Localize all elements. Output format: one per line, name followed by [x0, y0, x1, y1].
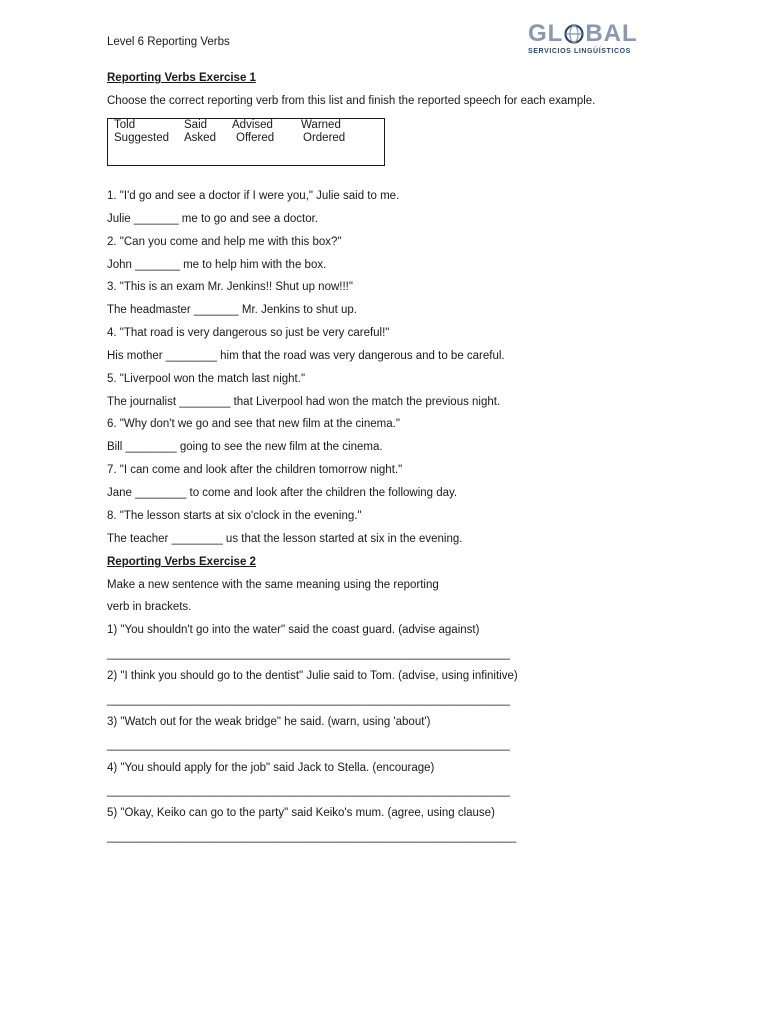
logo-wordmark: GL BAL: [528, 20, 638, 47]
exercise1-quote: 4. "That road is very dangerous so just be very careful!": [107, 327, 390, 339]
exercise1-reported: His mother ________ him that the road was very dangerous and to be careful.: [107, 350, 505, 362]
verb-option: Ordered: [303, 132, 346, 144]
exercise1-quote: 7. "I can come and look after the children tomorrow night.": [107, 464, 403, 476]
exercise2-answer-line: ________________________________________________________________: [107, 831, 517, 843]
exercise2-heading: Reporting Verbs Exercise 2: [107, 556, 256, 568]
exercise1-quote: 5. "Liverpool won the match last night.": [107, 373, 306, 385]
exercise2-prompt: 2) "I think you should go to the dentist" Julie said to Tom. (advise, using infinitive): [107, 670, 518, 682]
exercise1-quote: 2. "Can you come and help me with this box?": [107, 236, 342, 248]
exercise2-instruction: verb in brackets.: [107, 601, 192, 613]
exercise1-reported: The headmaster _______ Mr. Jenkins to shut up.: [107, 304, 357, 316]
exercise1-reported: The teacher ________ us that the lesson started at six in the evening.: [107, 533, 463, 545]
verb-option: Told: [114, 119, 136, 131]
global-logo: [528, 22, 660, 62]
exercise1-quote: 3. "This is an exam Mr. Jenkins!! Shut up now!!!": [107, 281, 353, 293]
exercise2-answer-line: _______________________________________________________________: [107, 648, 510, 660]
exercise1-quote: 8. "The lesson starts at six o'clock in the evening.": [107, 510, 362, 522]
page-header-title: Level 6 Reporting Verbs: [107, 36, 230, 48]
verb-option: Offered: [236, 132, 275, 144]
logo-subtitle: SERVICIOS LINGÜÍSTICOS: [528, 48, 631, 55]
exercise1-quote: 6. "Why don't we go and see that new film at the cinema.": [107, 418, 400, 430]
verb-option: Warned: [301, 119, 341, 131]
exercise2-answer-line: _______________________________________________________________: [107, 739, 510, 751]
exercise1-instruction: Choose the correct reporting verb from this list and finish the reported speech for each example.: [107, 95, 596, 107]
verb-option: Suggested: [114, 132, 169, 144]
exercise1-reported: John _______ me to help him with the box.: [107, 259, 327, 271]
exercise2-prompt: 4) "You should apply for the job" said Jack to Stella. (encourage): [107, 762, 435, 774]
exercise2-prompt: 3) "Watch out for the weak bridge" he said. (warn, using 'about'): [107, 716, 431, 728]
exercise1-reported: Jane ________ to come and look after the children the following day.: [107, 487, 458, 499]
exercise1-reported: Julie _______ me to go and see a doctor.: [107, 213, 318, 225]
exercise1-quote: 1. "I'd go and see a doctor if I were you," Julie said to me.: [107, 190, 400, 202]
exercise1-reported: The journalist ________ that Liverpool had won the match the previous night.: [107, 396, 501, 408]
exercise1-reported: Bill ________ going to see the new film at the cinema.: [107, 441, 383, 453]
exercise2-prompt: 1) "You shouldn't go into the water" said the coast guard. (advise against): [107, 624, 480, 636]
exercise1-heading: Reporting Verbs Exercise 1: [107, 72, 256, 84]
exercise2-instruction: Make a new sentence with the same meaning using the reporting: [107, 579, 439, 591]
exercise2-prompt: 5) "Okay, Keiko can go to the party" said Keiko's mum. (agree, using clause): [107, 807, 495, 819]
globe-icon: [564, 24, 584, 44]
verb-list-box: [107, 118, 385, 166]
verb-option: Said: [184, 119, 208, 131]
exercise2-answer-line: _______________________________________________________________: [107, 785, 510, 797]
verb-option: Advised: [232, 119, 273, 131]
verb-option: Asked: [184, 132, 216, 144]
exercise2-answer-line: _______________________________________________________________: [107, 694, 510, 706]
